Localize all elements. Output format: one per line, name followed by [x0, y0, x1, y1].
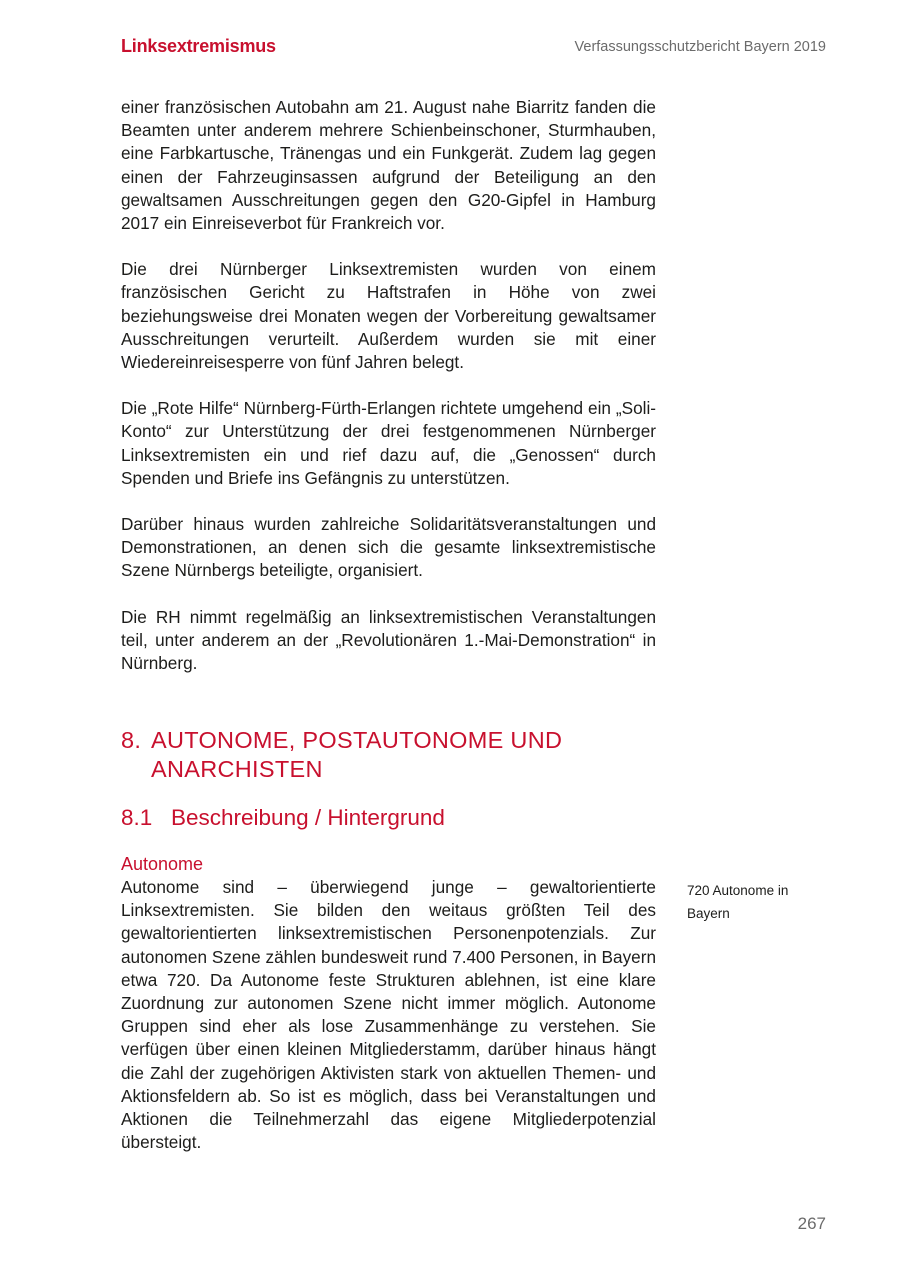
page-number: 267: [797, 1214, 826, 1233]
section-number: 8.1: [121, 805, 153, 830]
chapter-heading: [121, 726, 681, 784]
page-header: [121, 36, 826, 60]
paragraph: Die drei Nürnberger Linksextremisten wurden von einem französischen Gericht zu Haftstrafen in Höhe von zwei beziehungsweise drei Monaten wegen der Vorbereitung gewaltsamer Ausschreitungen verurteilt. Außerdem wurden sie mit einer Wiedereinreisesperre von fünf Jahren belegt.: [121, 259, 656, 373]
paragraph: Autonome sind – überwiegend junge – gewaltorientierte Linksextremisten. Sie bilden den weitaus größten Teil des gewaltorientierten linksextremistischen Personenpotenzials. Zur autonomen Szene zählen bundesweit rund 7.400 Personen, in Bayern etwa 720. Da Autonome feste Strukturen ablehnen, ist eine klare Zuordnung zur autonomen Szene nicht immer möglich. Autonome Gruppen sind eher als lose Zusammenhänge zu verstehen. Sie verfügen über einen kleinen Mitgliederstamm, darüber hinaus hängt die Zahl der zugehörigen Aktivisten stark von aktuellen Themen- und Aktionsfeldern ab. So ist es möglich, dass bei Veranstaltungen und Aktionen die Teilnehmerzahl das eigene Mitgliederpotenzial übersteigt.: [121, 877, 656, 1153]
chapter-title: AUTONOME, POSTAUTONOME UND ANARCHISTEN: [151, 727, 563, 782]
section-heading: [121, 804, 445, 832]
subsection-heading: Autonome: [121, 854, 204, 874]
paragraph: Die RH nimmt regelmäßig an linksextremistischen Veranstaltungen teil, unter anderem an der „Revolutionären 1.-Mai-Demonstration“ in Nürnberg.: [121, 606, 656, 674]
section-title: Beschreibung / Hintergrund: [171, 805, 445, 830]
running-header-section: Linksextremismus: [121, 36, 276, 56]
subsection-autonome: [121, 853, 656, 1154]
paragraph: einer französischen Autobahn am 21. August nahe Biarritz fanden die Beamten unter anderem mehrere Schienbeinschoner, Sturmhauben, eine Farbkartusche, Tränengas und ein Funkgerät. Zudem lag gegen einen der Fahrzeuginsassen aufgrund der Beteiligung an den gewaltsamen Ausschreitungen gegen den G20-Gipfel in Hamburg 2017 ein Einreiseverbot für Frankreich vor.: [121, 97, 656, 234]
margin-note: 720 Autonome in Bayern: [687, 883, 789, 921]
running-header-title: Verfassungsschutzbericht Bayern 2019: [574, 39, 826, 55]
paragraph: Die „Rote Hilfe“ Nürnberg-Fürth-Erlangen richtete umgehend ein „Soli-Konto“ zur Unterstützung der drei festgenommenen Nürnberger Linksextremisten ein und rief dazu auf, die „Genossen“ durch Spenden und Briefe ins Gefängnis zu unterstützen.: [121, 398, 656, 488]
paragraph: Darüber hinaus wurden zahlreiche Solidaritätsveranstaltungen und Demonstrationen, an denen sich die gesamte linksextremistische Szene Nürnbergs beteiligte, organisiert.: [121, 514, 656, 581]
body-text: [121, 96, 656, 698]
chapter-number: 8.: [121, 727, 142, 753]
